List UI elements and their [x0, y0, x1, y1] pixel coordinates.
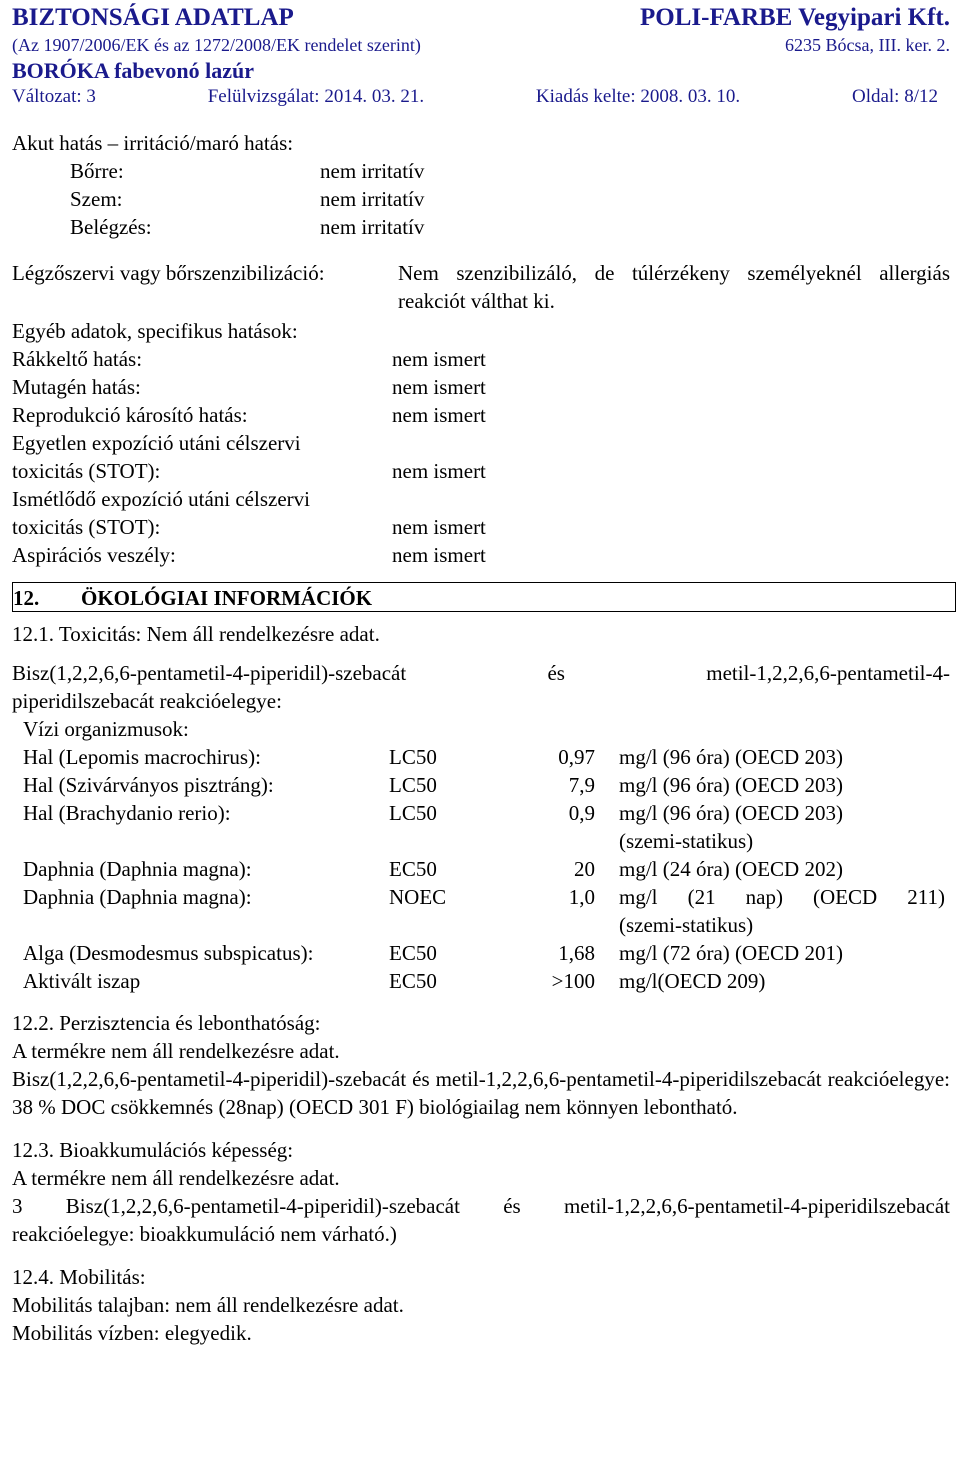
header-row-2: [12, 34, 950, 57]
table-row: [23, 855, 945, 883]
persistence-line: A termékre nem áll rendelkezésre adat.: [12, 1039, 340, 1063]
other-row: [12, 513, 950, 541]
tox-unit: mg/l (96 óra) (OECD 203): [619, 801, 843, 825]
tox-value: 0,97: [558, 745, 595, 769]
table-row: [23, 883, 945, 911]
other-row: [12, 541, 950, 569]
header-row-1: [12, 2, 950, 34]
acute-row: [12, 213, 950, 241]
endpoint: EC50: [389, 969, 437, 993]
other-label: toxicitás (STOT):: [12, 459, 161, 483]
other-value: nem ismert: [392, 515, 486, 539]
acute-value: nem irritatív: [320, 187, 425, 211]
company-address: 6235 Bócsa, III. ker. 2.: [785, 35, 950, 55]
bioaccumulation-text: 3 Bisz(1,2,2,6,6-pentametil-4-piperidil)-szebacát és metil-1,2,2,6,6-pentametil-4-piperidilszebacát reakcióelegye: bioakkumuláció nem várható.): [12, 1194, 950, 1246]
section-number: 12.: [13, 586, 40, 610]
tox-unit: mg/l (21 nap) (OECD 211): [619, 885, 945, 909]
tox-note: (szemi-statikus): [619, 913, 754, 937]
other-label: Egyetlen expozíció utáni célszervi: [12, 431, 301, 455]
table-row: [23, 939, 945, 967]
sensitization-label: Légzőszervi vagy bőrszenzibilizáció:: [12, 261, 325, 285]
endpoint: LC50: [389, 801, 437, 825]
other-value: nem ismert: [392, 347, 486, 371]
table-row: [23, 771, 945, 799]
organism: Aktivált iszap: [23, 969, 141, 993]
bioaccumulation-heading: 12.3. Bioakkumulációs képesség:: [12, 1138, 294, 1162]
company-name: POLI-FARBE Vegyipari Kft.: [640, 4, 950, 31]
acute-value: nem irritatív: [320, 215, 425, 239]
table-row: [23, 911, 945, 939]
mobility-water: Mobilitás vízben: elegyedik.: [12, 1321, 252, 1345]
section-12-heading: [12, 582, 956, 612]
section-title: ÖKOLÓGIAI INFORMÁCIÓK: [81, 586, 373, 610]
endpoint: LC50: [389, 745, 437, 769]
tox-value: >100: [551, 969, 595, 993]
acute-label: Bőrre:: [70, 159, 124, 183]
persistence-text: Bisz(1,2,2,6,6-pentametil-4-piperidil)-szebacát és metil-1,2,2,6,6-pentametil-4-piperidilszebacát reakcióelegye: 38 % DOC csökkemnés (28nap) (OECD 301 F) biológiailag nem könnyen lebontható.: [12, 1067, 950, 1119]
toxicity-heading: 12.1. Toxicitás: Nem áll rendelkezésre adat.: [12, 622, 380, 646]
other-row: [12, 401, 950, 429]
acute-value: nem irritatív: [320, 159, 425, 183]
other-value: nem ismert: [392, 403, 486, 427]
version: Változat: 3: [12, 86, 96, 107]
other-row: [12, 457, 950, 485]
endpoint: EC50: [389, 941, 437, 965]
tox-note: (szemi-statikus): [619, 829, 754, 853]
tox-value: 7,9: [568, 773, 595, 797]
doc-title: BIZTONSÁGI ADATLAP: [12, 4, 294, 31]
other-value: nem ismert: [392, 543, 486, 567]
table-row: [23, 799, 945, 827]
table-row: [23, 743, 945, 771]
other-value: nem ismert: [392, 459, 486, 483]
mobility-soil: Mobilitás talajban: nem áll rendelkezésre adat.: [12, 1293, 404, 1317]
other-label: Rákkeltő hatás:: [12, 347, 143, 371]
tox-unit: mg/l (24 óra) (OECD 202): [619, 857, 843, 881]
header-meta: [12, 85, 950, 109]
substance-line: Bisz(1,2,2,6,6-pentametil-4-piperidil)-szebacát és metil-1,2,2,6,6-pentametil-4-: [12, 661, 950, 685]
mobility-heading: 12.4. Mobilitás:: [12, 1265, 146, 1289]
table-row: [23, 967, 945, 995]
other-label: Mutagén hatás:: [12, 375, 141, 399]
tox-value: 1,68: [558, 941, 595, 965]
revision-date: Felülvizsgálat: 2014. 03. 21.: [207, 86, 425, 107]
sensitization-row: [12, 259, 950, 315]
other-label: Reprodukció károsító hatás:: [12, 403, 248, 427]
aquatic-title: Vízi organizmusok:: [23, 717, 189, 741]
organism: Daphnia (Daphnia magna):: [23, 885, 252, 909]
other-row: [12, 373, 950, 401]
other-title: Egyéb adatok, specifikus hatások:: [12, 319, 298, 343]
issue-date: Kiadás kelte: 2008. 03. 10.: [535, 86, 741, 107]
substance-line: piperidilszebacát reakcióelegye:: [12, 689, 282, 713]
acute-label: Szem:: [70, 187, 123, 211]
sensitization-text: Nem szenzibilizáló, de túlérzékeny személyeknél allergiás reakciót válthat ki.: [398, 261, 950, 313]
other-label: Ismétlődő expozíció utáni célszervi: [12, 487, 310, 511]
other-label: Aspirációs veszély:: [12, 543, 176, 567]
organism: Hal (Lepomis macrochirus):: [23, 745, 261, 769]
tox-unit: mg/l (72 óra) (OECD 201): [619, 941, 843, 965]
toxicity-table: [23, 743, 945, 995]
product-name: BORÓKA fabevonó lazúr: [12, 58, 255, 83]
organism: Alga (Desmodesmus subspicatus):: [23, 941, 314, 965]
endpoint: LC50: [389, 773, 437, 797]
page-number: Oldal: 8/12: [851, 86, 938, 107]
other-value: nem ismert: [392, 375, 486, 399]
organism: Hal (Brachydanio rerio):: [23, 801, 231, 825]
acute-row: [12, 185, 950, 213]
acute-label: Belégzés:: [70, 215, 152, 239]
other-label: toxicitás (STOT):: [12, 515, 161, 539]
tox-value: 1,0: [568, 885, 595, 909]
tox-unit: mg/l (96 óra) (OECD 203): [619, 773, 843, 797]
acute-row: [12, 157, 950, 185]
organism: Hal (Szivárványos pisztráng):: [23, 773, 274, 797]
table-row: [23, 827, 945, 855]
persistence-heading: 12.2. Perzisztencia és lebonthatóság:: [12, 1011, 321, 1035]
tox-unit: mg/l(OECD 209): [619, 969, 766, 993]
organism: Daphnia (Daphnia magna):: [23, 857, 252, 881]
tox-value: 0,9: [568, 801, 595, 825]
tox-value: 20: [574, 857, 595, 881]
acute-title: Akut hatás – irritáció/maró hatás:: [12, 131, 294, 155]
document-page: [12, 2, 950, 1347]
endpoint: NOEC: [389, 885, 447, 909]
endpoint: EC50: [389, 857, 437, 881]
tox-unit: mg/l (96 óra) (OECD 203): [619, 745, 843, 769]
other-row: [12, 345, 950, 373]
bioaccumulation-line: A termékre nem áll rendelkezésre adat.: [12, 1166, 340, 1190]
regulation: (Az 1907/2006/EK és az 1272/2008/EK rendelet szerint): [12, 35, 421, 55]
